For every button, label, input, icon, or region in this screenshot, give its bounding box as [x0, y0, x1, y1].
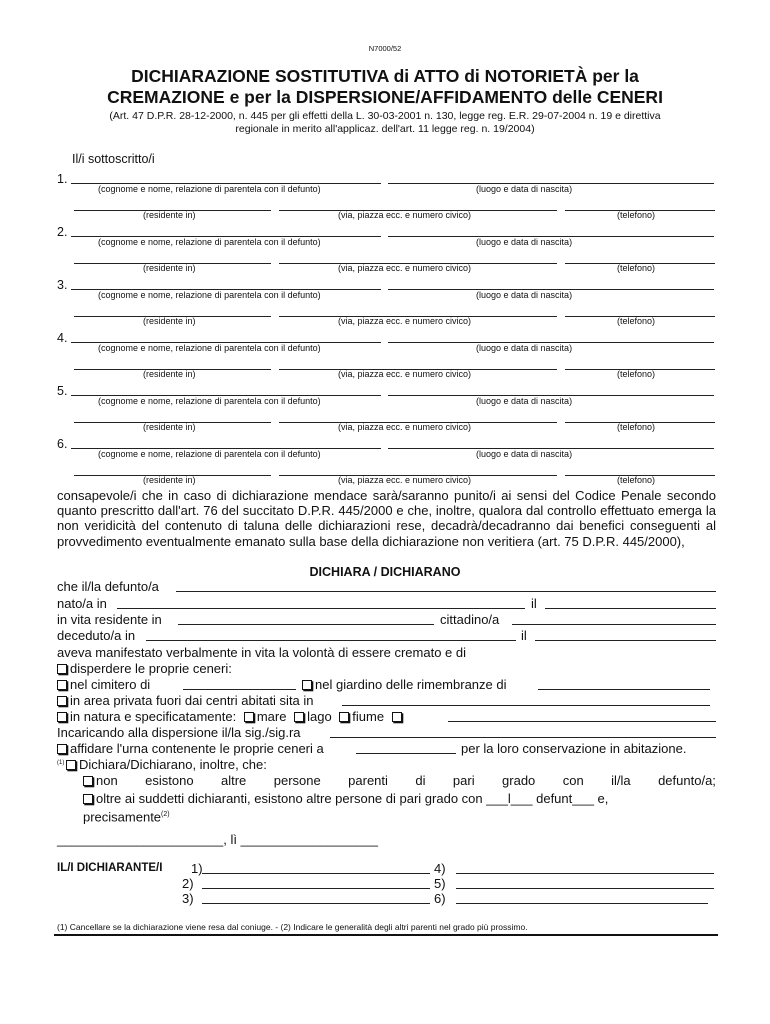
signature-line[interactable]: [456, 873, 714, 874]
residence-caption: (residente in): [143, 422, 196, 432]
no-relatives-checkbox[interactable]: [83, 776, 93, 786]
lake-checkbox[interactable]: [294, 712, 304, 722]
signer-number: 3.: [57, 278, 68, 292]
residence-caption: (residente in): [143, 316, 196, 326]
private-area-checkbox[interactable]: [57, 696, 67, 706]
no-relatives-word: il/la: [611, 773, 631, 788]
signature-line[interactable]: [456, 888, 714, 889]
phone-caption: (telefono): [617, 263, 656, 273]
disperse-option: disperdere le proprie ceneri:: [57, 661, 232, 676]
form-code: N7000/52: [368, 44, 402, 53]
no-relatives-word: defunto/a;: [658, 773, 716, 788]
nature-option: in natura e specificatamente: mare lago fiume: [57, 709, 405, 724]
entrust-checkbox[interactable]: [57, 744, 67, 754]
death-place-field[interactable]: [146, 640, 516, 641]
signature-number: 4): [434, 861, 446, 876]
birth-caption: (luogo e data di nascita): [476, 237, 573, 247]
no-relatives-word: di: [415, 773, 426, 788]
name-caption: (cognome e nome, relazione di parentela con il defunto): [98, 237, 321, 247]
no-relatives-first-word: non: [83, 773, 118, 788]
name-caption: (cognome e nome, relazione di parentela con il defunto): [98, 396, 321, 406]
assigned-label: Incaricando alla dispersione il/la sig./sig.ra: [57, 725, 301, 740]
signature-number: 2): [182, 876, 194, 891]
private-area-field[interactable]: [342, 705, 710, 706]
birth-caption: (luogo e data di nascita): [476, 396, 573, 406]
garden-field[interactable]: [538, 689, 710, 690]
residence-caption: (residente in): [143, 475, 196, 485]
also-declare-option: Dichiara/Dichiarano, inoltre, che:: [66, 757, 267, 772]
name-caption: (cognome e nome, relazione di parentela con il defunto): [98, 449, 321, 459]
no-relatives-word: parenti: [348, 773, 388, 788]
signature-line[interactable]: [202, 903, 430, 904]
other-relatives-checkbox[interactable]: [83, 794, 93, 804]
address-caption: (via, piazza ecc. e numero civico): [338, 210, 472, 220]
birth-caption: (luogo e data di nascita): [476, 343, 573, 353]
private-area-option: in area privata fuori dai centri abitati sita in: [57, 693, 314, 708]
death-date-label: il: [521, 628, 527, 643]
address-caption: (via, piazza ecc. e numero civico): [338, 316, 472, 326]
birth-caption: (luogo e data di nascita): [476, 449, 573, 459]
entrust-field[interactable]: [356, 753, 456, 754]
birth-caption: (luogo e data di nascita): [476, 184, 573, 194]
no-relatives-word: grado: [502, 773, 536, 788]
address-caption: (via, piazza ecc. e numero civico): [338, 422, 472, 432]
phone-caption: (telefono): [617, 369, 656, 379]
legal-reference: (Art. 47 D.P.R. 28-12-2000, n. 445 per gli effetti della L. 30-03-2001 n. 130, legge reg. E.R. 29-07-2004 n. 19 e direttiva regionale in merito all'applicaz. dell'art. 11 legge reg. n. 19/2004): [109, 110, 661, 135]
awareness-paragraph: consapevole/i che in caso di dichiarazione mendace sarà/saranno punito/i ai sensi del Codice Penale secondo quanto prescritto dall'art. 76 del succitato D.P.R. 445/2000 e che, inoltre, qualora dal controllo effettuato emerga la non veridicità del contenuto di taluna delle dichiarazioni rese, decadrà/decadranno dai benefici conseguenti al provvedimento eventualmente emanato sulla base della dichiarazione non veritiera (art. 75 D.P.R. 445/2000),: [57, 488, 716, 549]
address-caption: (via, piazza ecc. e numero civico): [338, 263, 472, 273]
signer-number: 6.: [57, 437, 68, 451]
verbal-will-text: aveva manifestato verbalmente in vita la volontà di essere cremato e di: [57, 645, 466, 660]
signers-intro: Il/i sottoscritto/i: [72, 152, 155, 166]
no-relatives-word: con: [562, 773, 584, 788]
signer-number: 5.: [57, 384, 68, 398]
birth-date-label: il: [531, 596, 537, 611]
signature-number: 3): [182, 891, 194, 906]
citizenship-label: cittadino/a: [440, 612, 500, 627]
death-date-field[interactable]: [535, 640, 716, 641]
phone-caption: (telefono): [617, 475, 656, 485]
resident-label: in vita residente in: [57, 612, 162, 627]
signer-number: 1.: [57, 172, 68, 186]
disperse-checkbox[interactable]: [57, 664, 67, 674]
address-caption: (via, piazza ecc. e numero civico): [338, 475, 472, 485]
no-relatives-word: altre: [221, 773, 247, 788]
no-relatives-word: persone: [273, 773, 321, 788]
deceased-field[interactable]: [176, 591, 716, 592]
precisely-label: precisamente$^{(2)}$: [83, 809, 170, 825]
signature-line[interactable]: [456, 903, 708, 904]
citizenship-field[interactable]: [512, 624, 716, 625]
name-caption: (cognome e nome, relazione di parentela con il defunto): [98, 343, 321, 353]
nature-checkbox[interactable]: [57, 712, 67, 722]
entrust-end-text: per la loro conservazione in abitazione.: [461, 741, 687, 756]
footnote-1-mark: (1): [57, 760, 65, 766]
declaration-heading: DICHIARA / DICHIARANO: [309, 565, 461, 579]
signature-number: 6): [434, 891, 446, 906]
signature-number: 5): [434, 876, 446, 891]
entrust-option: affidare l'urna contenente le proprie ceneri a: [57, 741, 324, 756]
signer-number: 2.: [57, 225, 68, 239]
phone-caption: (telefono): [617, 316, 656, 326]
other-relatives-option: oltre ai suddetti dichiaranti, esistono altre persone di pari grado con ___l___ defunt___ e,: [83, 791, 608, 806]
cemetery-checkbox[interactable]: [57, 680, 67, 690]
garden-checkbox[interactable]: [302, 680, 312, 690]
no-relatives-option: [83, 773, 716, 788]
document-title: DICHIARAZIONE SOSTITUTIVA di ATTO di NOTORIETÀ per la CREMAZIONE e per la DISPERSIONE/AFFIDAMENTO delle CENERI: [107, 66, 663, 107]
signers-label: IL/I DICHIARANTE/I: [57, 862, 163, 874]
no-relatives-word: pari: [452, 773, 475, 788]
name-caption: (cognome e nome, relazione di parentela con il defunto): [98, 290, 321, 300]
signer-number: 4.: [57, 331, 68, 345]
cemetery-option: nel cimitero di: [57, 677, 150, 692]
death-place-label: deceduto/a in: [57, 628, 136, 643]
phone-caption: (telefono): [617, 210, 656, 220]
nature-field[interactable]: [448, 721, 716, 722]
signature-line[interactable]: [202, 873, 430, 874]
residence-field[interactable]: [178, 624, 434, 625]
name-caption: (cognome e nome, relazione di parentela con il defunto): [98, 184, 321, 194]
garden-option: nel giardino delle rimembranze di: [302, 677, 507, 692]
born-in-label: nato/a in: [57, 596, 107, 611]
bottom-rule: [54, 934, 718, 936]
river-checkbox[interactable]: [339, 712, 349, 722]
residence-caption: (residente in): [143, 210, 196, 220]
signature-line[interactable]: [202, 888, 430, 889]
footnotes: (1) Cancellare se la dichiarazione viene resa dal coniuge. - (2) Indicare le generalità degli altri parenti nel grado più prossimo.: [57, 922, 528, 932]
birth-place-field[interactable]: [117, 608, 525, 609]
also-declare-checkbox[interactable]: [66, 760, 76, 770]
other-nature-checkbox[interactable]: [392, 712, 402, 722]
signature-number: 1): [191, 861, 203, 876]
deceased-label: che il/la defunto/a: [57, 579, 159, 594]
residence-caption: (residente in): [143, 369, 196, 379]
residence-caption: (residente in): [143, 263, 196, 273]
date-place-line[interactable]: _______________________, lì ___________________: [57, 832, 378, 847]
no-relatives-word: esistono: [145, 773, 194, 788]
birth-date-field[interactable]: [545, 608, 716, 609]
address-caption: (via, piazza ecc. e numero civico): [338, 369, 472, 379]
cemetery-field[interactable]: [183, 689, 296, 690]
birth-caption: (luogo e data di nascita): [476, 290, 573, 300]
assigned-person-field[interactable]: [330, 737, 716, 738]
sea-checkbox[interactable]: [244, 712, 254, 722]
phone-caption: (telefono): [617, 422, 656, 432]
